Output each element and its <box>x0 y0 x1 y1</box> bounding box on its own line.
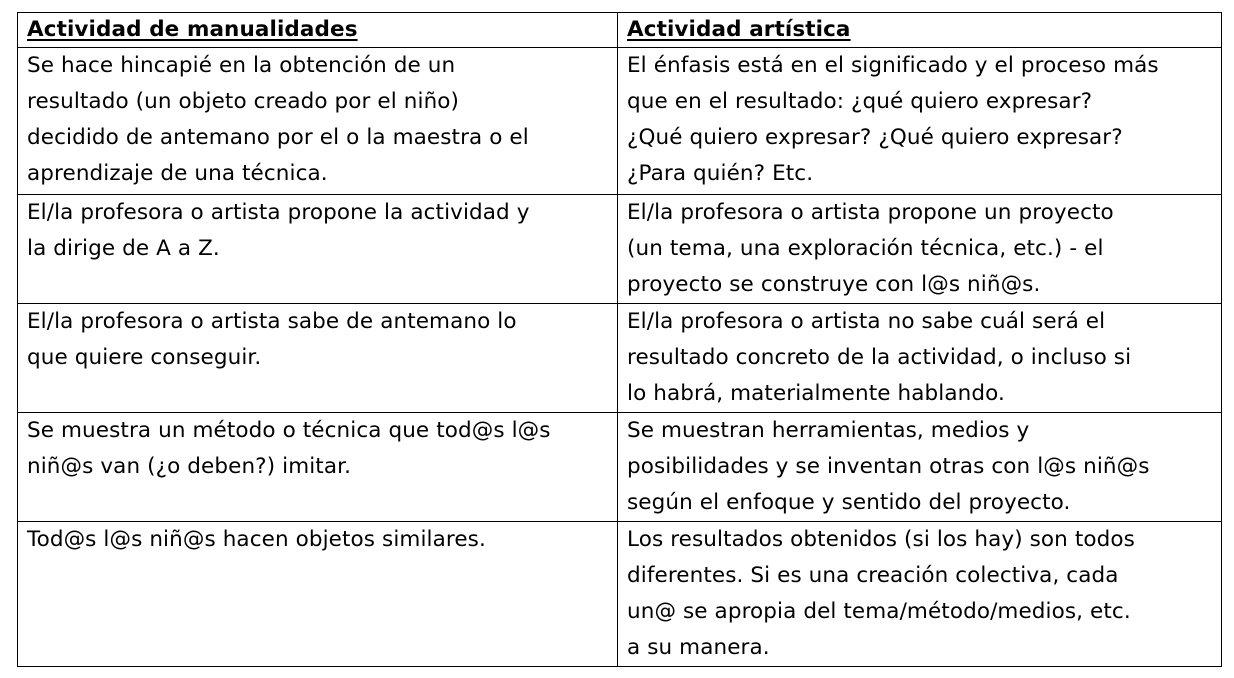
cell-line: proyecto se construye con l@s niñ@s. <box>627 272 1041 297</box>
cell-line: (un tema, una exploración técnica, etc.) - el <box>627 236 1104 261</box>
cell-line: ¿Qué quiero expresar? ¿Qué quiero expresar? <box>627 125 1123 150</box>
header-row <box>18 13 1222 48</box>
cell-line: un@ se apropia del tema/método/medios, etc. <box>627 599 1131 624</box>
cell-line: El énfasis está en el significado y el proceso más <box>627 53 1159 78</box>
cell-line: la dirige de A a Z. <box>27 236 220 261</box>
cell-line: Tod@s l@s niñ@s hacen objetos similares. <box>27 527 486 552</box>
artistic-cell <box>618 195 1222 304</box>
cell-line: posibilidades y se inventan otras con l@s niñ@s <box>627 454 1150 479</box>
cell-line: niñ@s van (¿o deben?) imitar. <box>27 454 352 479</box>
artistic-cell <box>618 48 1222 195</box>
cell-line: El/la profesora o artista no sabe cuál será el <box>627 309 1106 334</box>
table-row <box>18 413 1222 522</box>
cell-line: diferentes. Si es una creación colectiva, cada <box>627 563 1119 588</box>
cell-line: resultado (un objeto creado por el niño) <box>27 89 460 114</box>
artistic-cell <box>618 304 1222 413</box>
cell-line: Los resultados obtenidos (si los hay) son todos <box>627 527 1135 552</box>
cell-line: que en el resultado: ¿qué quiero expresar? <box>627 89 1093 114</box>
cell-line: ¿Para quién? Etc. <box>627 161 814 186</box>
cell-line: Se muestran herramientas, medios y <box>627 418 1030 443</box>
cell-line: Se muestra un método o técnica que tod@s l@s <box>27 418 551 443</box>
comparison-table <box>17 12 1222 667</box>
cell-line: Se hace hincapié en la obtención de un <box>27 53 456 78</box>
cell-line: lo habrá, materialmente hablando. <box>627 381 1005 406</box>
table-row <box>18 522 1222 667</box>
cell-line: decidido de antemano por el o la maestra o el <box>27 125 529 150</box>
cell-line: El/la profesora o artista sabe de antemano lo <box>27 309 517 334</box>
cell-line: resultado concreto de la actividad, o incluso si <box>627 345 1132 370</box>
artistic-cell <box>618 522 1222 667</box>
header-crafts: Actividad de manualidades <box>18 13 618 48</box>
cell-line: El/la profesora o artista propone un proyecto <box>627 200 1114 225</box>
cell-line: El/la profesora o artista propone la actividad y <box>27 200 530 225</box>
header-artistic: Actividad artística <box>618 13 1222 48</box>
cell-line: según el enfoque y sentido del proyecto. <box>627 490 1071 515</box>
crafts-cell <box>18 48 618 195</box>
crafts-cell <box>18 195 618 304</box>
crafts-cell <box>18 304 618 413</box>
crafts-cell <box>18 413 618 522</box>
artistic-cell <box>618 413 1222 522</box>
cell-line: que quiere conseguir. <box>27 345 262 370</box>
cell-line: a su manera. <box>627 635 770 660</box>
table-row <box>18 304 1222 413</box>
table-row <box>18 195 1222 304</box>
table-row <box>18 48 1222 195</box>
crafts-cell <box>18 522 618 667</box>
cell-line: aprendizaje de una técnica. <box>27 161 328 186</box>
